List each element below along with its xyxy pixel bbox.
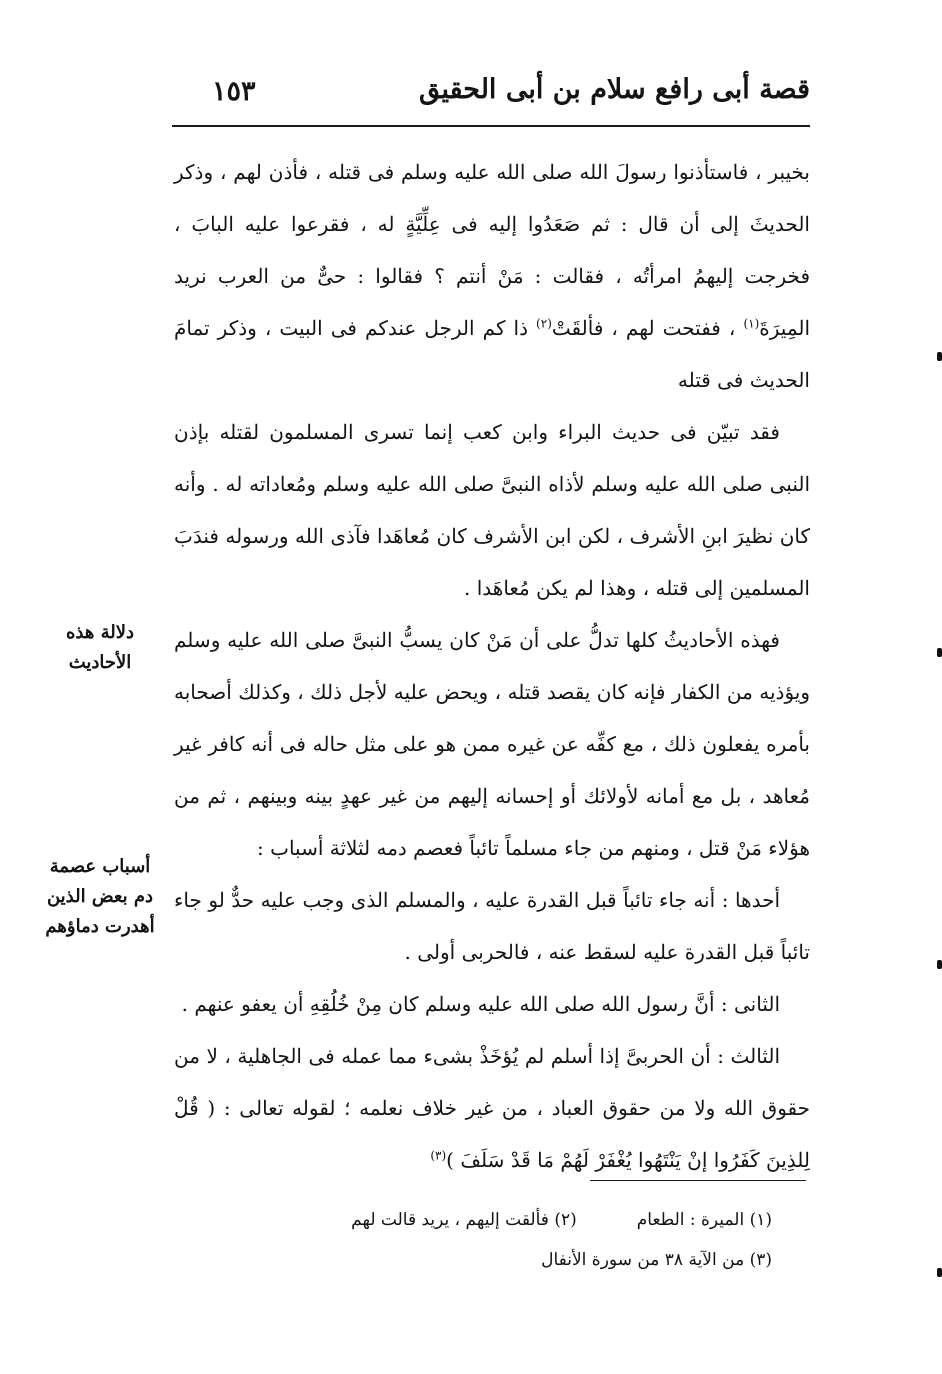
scan-mark: [937, 648, 942, 657]
p1-line-4b: ، ففتحت لهم ، فألقَتْ: [551, 316, 736, 340]
paragraph-4: أحدها : أنه جاء تائباً قبل القدرة عليه ، والمسلم الذى وجب عليه حدٌّ لو جاء تائباً قبل القدرة عليه لسقط عنه ، فالحربى أولى .: [174, 888, 810, 964]
paragraph-6: [174, 1030, 810, 1186]
margin-note-hadith-significance: دلالة هذه الأحاديث: [65, 622, 135, 673]
footnotes: [212, 1200, 772, 1280]
header-rule: [172, 125, 810, 127]
paragraph-1: [174, 146, 810, 406]
page-header: [170, 70, 810, 120]
footnote-2: (٢) فألقت إليهم ، يريد قالت لهم: [351, 1210, 577, 1230]
main-text: [174, 146, 810, 1186]
scan-mark: [937, 352, 942, 361]
page-number: ١٥٣: [212, 76, 256, 107]
footnote-marker-2: (٢): [536, 316, 552, 331]
margin-note-reasons-for-protection: أسباب عصمة دم بعض الذين أهدرت دماؤهم: [45, 856, 155, 937]
footnote-3: (٣) من الآية ٣٨ من سورة الأنفال: [541, 1250, 772, 1270]
footnote-1: (١) الميرة : الطعام: [636, 1210, 772, 1230]
paragraph-2: فقد تبيّن فى حديث البراء وابن كعب إنما تسرى المسلمون لقتله بإذن النبى صلى الله عليه وسلم لأذاه النبىَّ صلى الله عليه وسلم ومُعاداته له . وأنه كان نظيرَ ابنِ الأشرف ، لكن ابن الأشرف كان مُعاهَدا فآذى الله ورسوله فندَبَ المسلمين إلى قتله ، وهذا لم يكن مُعاهَدا .: [174, 420, 810, 600]
footnote-row-2: [212, 1240, 772, 1280]
paragraph-3: فهذه الأحاديثُ كلها تدلُّ على أن مَنْ كان يسبُّ النبىَّ صلى الله عليه وسلم ويؤذيه من الكفار فإنه كان يقصد قتله ، ويحض عليه لأجل ذلك ، وكذلك أصحابه بأمره يفعلون ذلك ، مع كفِّه عن غيره ممن هو على مثل حاله فى أنه كافر غير مُعاهد ، بل مع أمانه لأولائك أو إحسانه إليهم من غير عهدٍ بينه وبينهم ، ثم من هؤلاء مَنْ قتل ، ومنهم من جاء مسلماً تائباً فعصم دمه لثلاثة أسباب :: [174, 628, 810, 860]
footnote-marker-3: (٣): [430, 1148, 447, 1163]
p1-line-2: الحديثَ إلى أن قال : ثم صَعَدُوا إليه فى عِلِّيَّةٍ له ، فقرعوا عليه: [244, 212, 810, 236]
scan-mark: [937, 1268, 942, 1277]
footnote-marker-1: (١): [743, 316, 760, 331]
running-title: قصة أبى رافع سلام بن أبى الحقيق: [418, 74, 810, 105]
p1-line-1: بخيبر ، فاستأذنوا رسولَ الله صلى الله عليه وسلم فى قتله ، فأذن لهم ، وذكر: [174, 160, 810, 184]
footnote-row-1: [212, 1200, 772, 1240]
p1-line-4c: ذا كم الرجل عندكم فى البيت ،: [264, 316, 528, 340]
footnote-rule: [590, 1180, 806, 1181]
p1-line-3: البابَ ، فخرجت إليهمُ امرأتُه ، فقالت : مَنْ أنتم ؟ فقالوا : حىٌّ من: [174, 212, 811, 288]
p1-line-5: وذكر تمامَ الحديث فى قتله: [174, 316, 810, 392]
quran-quote: ( قُلْ لِلذِينَ كَفَرُوا إنْ يَنْتَهُوا يُغْفَرْ لَهُمْ مَا قَدْ سَلَفَ ): [174, 1096, 810, 1172]
p1-line-4a: العرب نريد المِيرَةَ: [174, 264, 811, 340]
paragraph-5: الثانى : أنَّ رسول الله صلى الله عليه وسلم كان مِنْ خُلُقِهِ أن يعفو عنهم .: [181, 992, 780, 1016]
p6-text: الثالث : أن الحربىَّ إذا أسلم لم يُؤخَذْ بشىء مما عمله فى الجاهلية ، لا من حقوق الله ولا من حقوق العباد ، من غير خلاف نعلمه ؛ لقوله تعالى :: [174, 1044, 811, 1120]
scan-mark: [937, 960, 942, 969]
